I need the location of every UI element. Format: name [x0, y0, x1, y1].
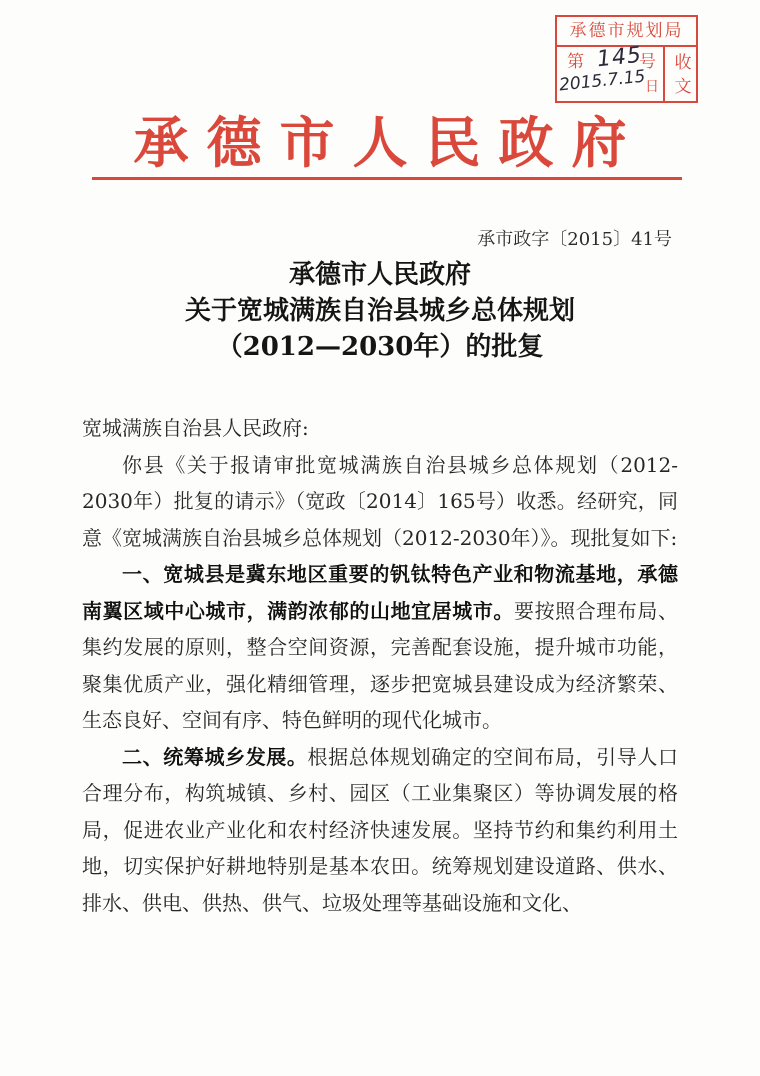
paragraph-3-text: 根据总体规划确定的空间布局，引导人口合理分布，构筑城镇、乡村、园区（工业集聚区）等协调发展的格局，促进农业产业化和农村经济快速发展。坚持节约和集约利用土地，切实保护好耕地特别是基本农田。统筹规划建设道路、供水、排水、供电、供热、供气、垃圾处理等基础设施和文化、	[82, 744, 679, 915]
title-line-3: （2012—2030年）的批复	[216, 332, 544, 362]
paragraph-2-lead: 一、宽城县是冀东地区重要的钒钛特色产业和物流基地，承德南翼区域中心城市，满韵浓郁的山地宜居城市。	[82, 562, 678, 623]
handwritten-number: 145	[595, 42, 644, 73]
paragraph-1: 你县《关于报请审批宽城满族自治县城乡总体规划（2012-2030年）批复的请示》（宽政〔2014〕165号）收悉。经研究，同意《宽城满族自治县城乡总体规划（2012-2030年）》。现批复如下:	[82, 452, 678, 550]
paragraph-2-text: 要按照合理布局、集约发展的原则，整合空间资源，完善配套设施，提升城市功能，聚集优质产业，强化精细管理，逐步把宽城县建设成为经济繁荣、生态良好、空间有序、特色鲜明的现代化城市。	[82, 598, 678, 732]
handwritten-date: 2015.7.15	[558, 66, 647, 96]
stamp-title: 承德市规划局	[557, 17, 696, 47]
paragraph-2	[82, 556, 678, 739]
stamp-hao: 号	[639, 52, 656, 72]
paragraph-3-lead: 二、统筹城乡发展。	[122, 744, 308, 769]
stamp-di: 第	[567, 52, 584, 72]
receipt-stamp	[555, 15, 698, 103]
stamp-receipt-label	[671, 51, 695, 99]
stamp-char-shou: 收	[674, 53, 692, 73]
addressee: 宽城满族自治县人民政府:	[82, 416, 309, 440]
stamp-char-wen: 文	[674, 77, 692, 97]
document-number: 承市政字〔2015〕41号	[477, 229, 672, 250]
title-line-1: 承德市人民政府	[288, 260, 471, 290]
stamp-number-cell	[557, 42, 665, 101]
document-title	[60, 257, 700, 365]
red-divider-line	[92, 177, 682, 180]
document-body	[82, 410, 678, 921]
stamp-ri: 日	[645, 79, 659, 95]
title-line-2: 关于宽城满族自治县城乡总体规划	[184, 296, 575, 326]
paragraph-3	[82, 739, 678, 922]
government-heading: 承德市人民政府	[133, 111, 645, 175]
